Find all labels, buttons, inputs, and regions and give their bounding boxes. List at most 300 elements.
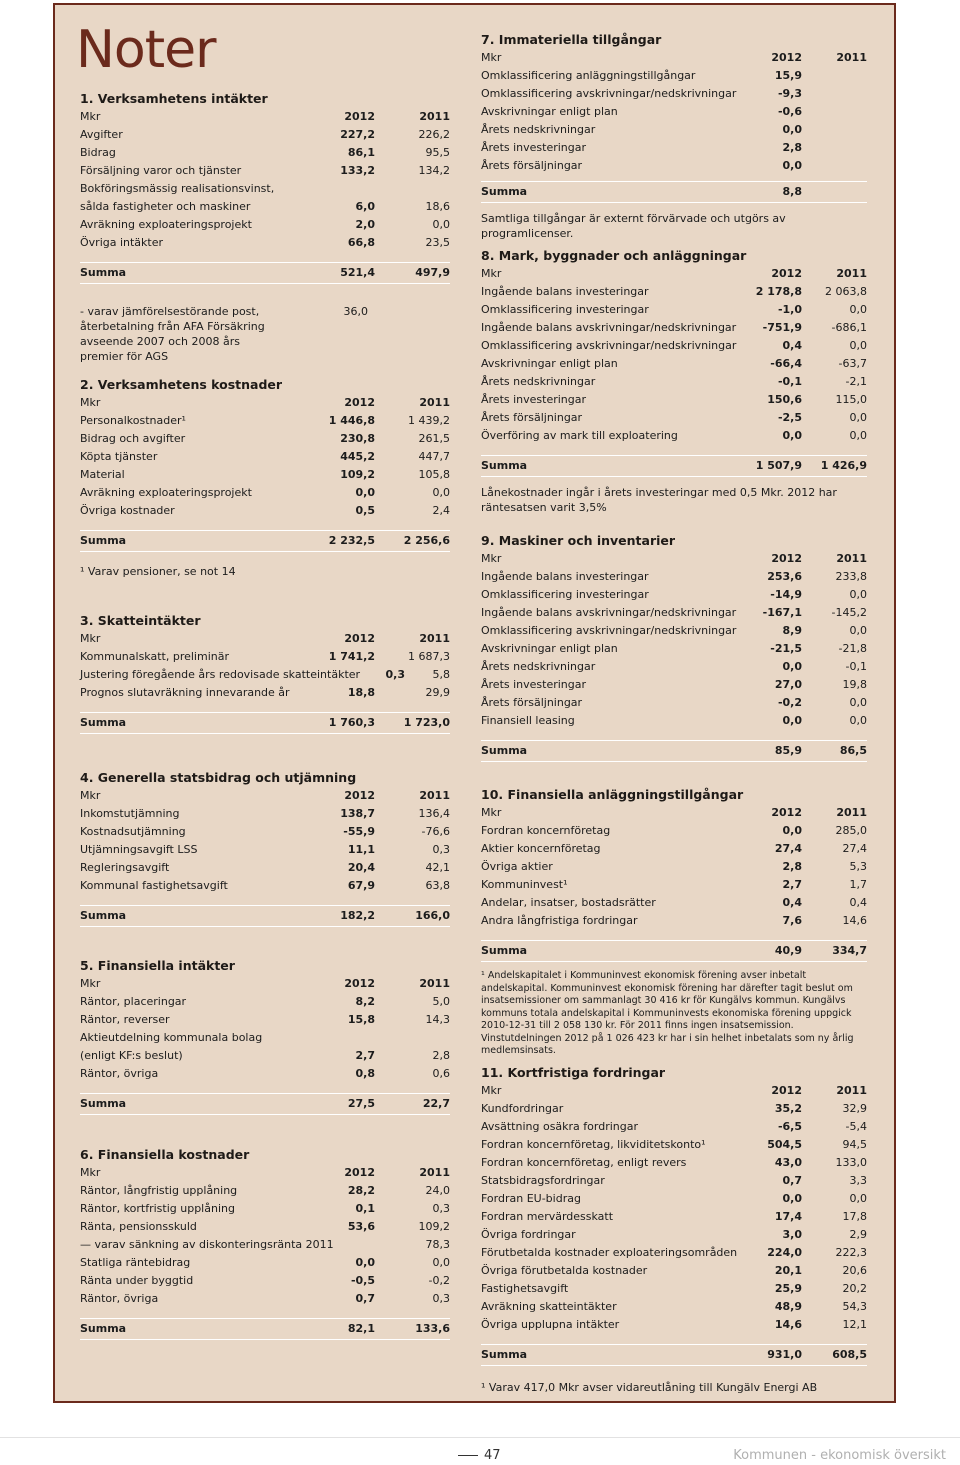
value-2011: 2,9 (849, 1228, 867, 1241)
value-2012: 2012 (771, 51, 802, 64)
summa-row (80, 262, 450, 284)
table-row (481, 1226, 867, 1244)
value-2012: 0,0 (782, 1192, 802, 1205)
row-label: Fordran koncernföretag, enligt revers (481, 1156, 687, 1169)
value-2012: 2012 (344, 110, 375, 123)
value-2011: 222,3 (835, 1246, 867, 1259)
value-2011: 133,0 (835, 1156, 867, 1169)
value-2012: 35,2 (774, 1102, 802, 1115)
table-header-row (80, 787, 450, 805)
value-2011: 0,6 (432, 1067, 450, 1080)
value-2012: 2,7 (782, 878, 802, 891)
row-label: Ränta, pensionsskuld (80, 1220, 197, 1233)
value-2011: 285,0 (835, 824, 867, 837)
summa-row (80, 1093, 450, 1115)
value-2012: 2,7 (355, 1049, 375, 1062)
value-2011: 334,7 (832, 944, 867, 957)
table-row (80, 805, 450, 823)
row-label: Mkr (80, 977, 101, 990)
row-label: Kommunal fastighetsavgift (80, 879, 228, 892)
value-2012: 2 232,5 (328, 534, 375, 547)
value-2012: 0,4 (782, 339, 802, 352)
table-row (80, 859, 450, 877)
table-row (481, 139, 867, 157)
table-row (481, 840, 867, 858)
note-title: 4. Generella statsbidrag och utjämning (80, 770, 357, 785)
value-2011: 2011 (836, 51, 867, 64)
table-row (481, 822, 867, 840)
table-row (80, 126, 450, 144)
value-2012: -21,5 (770, 642, 802, 655)
value-2012: 27,4 (774, 842, 802, 855)
value-2012: 2 178,8 (755, 285, 802, 298)
row-label: Årets investeringar (481, 393, 587, 406)
value-2011: 608,5 (832, 1348, 867, 1361)
value-2012: -751,9 (762, 321, 802, 334)
value-2011: 12,1 (842, 1318, 867, 1331)
note-title: 3. Skatteintäkter (80, 613, 201, 628)
value-2011: 0,0 (849, 339, 867, 352)
table-row (481, 1118, 867, 1136)
value-2011: -76,6 (421, 825, 450, 838)
value-2011: 0,3 (432, 1292, 450, 1305)
row-label: Regleringsavgift (80, 861, 170, 874)
row-label: Mkr (481, 806, 502, 819)
table-row (481, 1316, 867, 1334)
row-label: Övriga upplupna intäkter (481, 1318, 620, 1331)
table-row (481, 355, 867, 373)
row-label: Summa (80, 534, 127, 547)
row-label: Mkr (80, 632, 101, 645)
value-2012: 7,6 (782, 914, 802, 927)
value-2012: 1 760,3 (328, 716, 375, 729)
value-2012 (334, 1236, 392, 1254)
value-2012: 20,4 (347, 861, 375, 874)
note-title: 11. Kortfristiga fordringar (481, 1065, 666, 1080)
value-2011: 20,6 (842, 1264, 867, 1277)
value-2011: 2011 (419, 789, 450, 802)
row-label: Omklassificering avskrivningar/nedskrivningar (481, 624, 737, 637)
value-2012 (300, 1029, 375, 1047)
table-row (481, 586, 867, 604)
value-2011 (375, 1029, 450, 1047)
row-label: Årets försäljningar (481, 159, 583, 172)
value-2012: -1,0 (777, 303, 802, 316)
value-2011: 2,8 (432, 1049, 450, 1062)
value-2012: 2012 (344, 632, 375, 645)
value-2011: 1 439,2 (408, 414, 450, 427)
page-number-text: 47 (484, 1448, 501, 1463)
value-2012: 253,6 (767, 570, 802, 583)
row-label: Prognos slutavräkning innevarande år (80, 686, 290, 699)
value-2011: -0,1 (845, 660, 867, 673)
note-title: 6. Finansiella kostnader (80, 1147, 250, 1162)
row-label: Omklassificering investeringar (481, 588, 649, 601)
row-label: Mkr (481, 51, 502, 64)
row-label: Avräkning exploateringsprojekt (80, 218, 252, 231)
value-2012: 0,0 (355, 486, 375, 499)
table-row (80, 484, 450, 502)
table-header-row (481, 265, 867, 283)
value-2011: -2,1 (845, 375, 867, 388)
table-row (481, 337, 867, 355)
row-label: Övriga intäkter (80, 236, 164, 249)
value-2012: 66,8 (347, 236, 375, 249)
table-header-row (481, 804, 867, 822)
value-2011: 95,5 (425, 146, 450, 159)
table-row (80, 1047, 450, 1065)
table-row (481, 373, 867, 391)
value-2011: 0,0 (849, 714, 867, 727)
value-2011 (802, 182, 867, 202)
row-label: Avskrivningar enligt plan (481, 357, 618, 370)
table-row (80, 180, 450, 198)
row-label: Avräkning skatteintäkter (481, 1300, 617, 1313)
table-row (481, 1244, 867, 1262)
row-label: Räntor, övriga (80, 1292, 159, 1305)
value-2011: 233,8 (835, 570, 867, 583)
row-label: Statsbidragsfordringar (481, 1174, 605, 1187)
value-2012: 28,2 (347, 1184, 375, 1197)
value-2011: -145,2 (831, 606, 867, 619)
right-column (481, 0, 867, 1400)
row-label: Fordran EU-bidrag (481, 1192, 581, 1205)
table-row (80, 684, 450, 702)
value-2011: 1 687,3 (408, 650, 450, 663)
table-row (80, 1236, 450, 1254)
value-2011: -63,7 (838, 357, 867, 370)
table-row (481, 1298, 867, 1316)
row-label: Summa (80, 1097, 127, 1110)
table-row (80, 1254, 450, 1272)
table-row (481, 1262, 867, 1280)
value-2011: 2 063,8 (825, 285, 867, 298)
value-2011: 20,2 (842, 1282, 867, 1295)
footnote: ¹ Varav pensioner, se not 14 (80, 565, 236, 578)
value-2012: 2012 (771, 1084, 802, 1097)
row-label: Material (80, 468, 125, 481)
table-row (481, 876, 867, 894)
value-2012: 2012 (344, 396, 375, 409)
value-2012: 230,8 (340, 432, 375, 445)
table-row (481, 658, 867, 676)
value-2012: 445,2 (340, 450, 375, 463)
row-label: Övriga aktier (481, 860, 553, 873)
footnote: Samtliga tillgångar är externt förvärvade och utgörs av programlicenser. (481, 212, 786, 240)
table-row (80, 1290, 450, 1308)
footer-rule (0, 1437, 960, 1438)
row-label: Mkr (80, 110, 101, 123)
value-2011: 0,0 (849, 588, 867, 601)
note-4 (80, 769, 450, 927)
value-2011: -21,8 (838, 642, 867, 655)
table-row (481, 894, 867, 912)
summa-row (80, 530, 450, 552)
value-2011 (802, 67, 867, 85)
value-2012: -55,9 (343, 825, 375, 838)
value-2012: -6,5 (777, 1120, 802, 1133)
value-2011: 29,9 (425, 686, 450, 699)
row-label: Omklassificering investeringar (481, 303, 649, 316)
table-row (481, 640, 867, 658)
left-column (80, 0, 450, 1400)
table-row (80, 1272, 450, 1290)
row-label: Summa (481, 944, 528, 957)
table-header-row (80, 975, 450, 993)
note-6 (80, 1146, 450, 1340)
table-row (481, 301, 867, 319)
summa-row (80, 712, 450, 734)
row-label: Mkr (80, 396, 101, 409)
row-label: Avskrivningar enligt plan (481, 105, 618, 118)
value-2011: 32,9 (842, 1102, 867, 1115)
table-row (80, 466, 450, 484)
value-2011: 2011 (419, 632, 450, 645)
value-2012: -9,3 (777, 87, 802, 100)
value-2012: 227,2 (340, 128, 375, 141)
summa-row (80, 1318, 450, 1340)
table-row (80, 502, 450, 520)
value-2011: 105,8 (418, 468, 450, 481)
note-10 (481, 786, 867, 1058)
table-row (80, 993, 450, 1011)
table-row (481, 67, 867, 85)
row-label: Ingående balans investeringar (481, 285, 649, 298)
table-row (481, 1172, 867, 1190)
footnote: ¹ Andelskapitalet i Kommuninvest ekonomisk förening avser inbetalt andelskapital. Kommuninvest ekonomisk förening har därefter tagit beslut om insatsemissioner om sammanlagt 30 416 kr för Kungälvs kommun. Kungälvs kommuns totala andelskapital i Kommuninvests ekonomiska förening uppgick 2010-12-31 till 2 058 130 kr. För 2011 finns ingen insatsemission. Vinstutdelningen 2012 på 1 026 423 kr har i sin helhet inbetalats som ny årlig medlemsinsats. (481, 970, 854, 1056)
table-row (80, 216, 450, 234)
note-title: 10. Finansiella anläggningstillgångar (481, 787, 744, 802)
value-2012: 2012 (344, 977, 375, 990)
row-label: Personalkostnader¹ (80, 414, 186, 427)
table-row (481, 157, 867, 175)
value-2012: 15,8 (347, 1013, 375, 1026)
row-label: Bokföringsmässig realisationsvinst, (80, 182, 275, 195)
row-label: Årets investeringar (481, 141, 587, 154)
value-2012: 150,6 (767, 393, 802, 406)
value-2011: 3,3 (849, 1174, 867, 1187)
note-text: - varav jämförelsestörande post, återbetalning från AFA Försäkring avseende 2007 och 2008 års premier för AGS (80, 305, 265, 363)
value-2012: 15,9 (774, 69, 802, 82)
table-row (80, 1011, 450, 1029)
row-label: Kommunalskatt, preliminär (80, 650, 229, 663)
value-2011: 261,5 (418, 432, 450, 445)
value-2011: 133,6 (415, 1322, 450, 1335)
row-label: Räntor, placeringar (80, 995, 187, 1008)
row-label: Årets investeringar (481, 678, 587, 691)
value-2011: 2011 (836, 806, 867, 819)
table-row (481, 1208, 867, 1226)
row-label: Summa (481, 185, 528, 198)
value-2011: 5,3 (849, 860, 867, 873)
row-label: Bidrag (80, 146, 116, 159)
page-number (458, 1448, 501, 1463)
note-8 (481, 247, 867, 515)
value-2011: 0,0 (849, 1192, 867, 1205)
value-2012: 85,9 (774, 744, 802, 757)
note-7 (481, 31, 867, 241)
row-label: Årets nedskrivningar (481, 123, 596, 136)
value-2011: 0,0 (849, 696, 867, 709)
value-2012: 0,0 (782, 660, 802, 673)
row-label: Årets nedskrivningar (481, 660, 596, 673)
value-2012 (300, 180, 375, 198)
value-2012: 2,8 (782, 141, 802, 154)
value-2012: 17,4 (774, 1210, 802, 1223)
table-row (80, 666, 450, 684)
value-2012: 2012 (771, 806, 802, 819)
value-2012: 1 741,2 (328, 650, 375, 663)
value-2012: 0,0 (355, 1256, 375, 1269)
value-2012: 0,1 (355, 1202, 375, 1215)
table-header-row (80, 1164, 450, 1182)
value-2011: 226,2 (418, 128, 450, 141)
summa-row (481, 740, 867, 762)
value-2012: 8,8 (782, 185, 802, 198)
value-2011: 2011 (419, 110, 450, 123)
value-2012: 18,8 (347, 686, 375, 699)
table-row (80, 1218, 450, 1236)
value-2011: 2011 (836, 267, 867, 280)
value-2011: 0,3 (432, 843, 450, 856)
table-header-row (481, 49, 867, 67)
value-2012: 0,8 (355, 1067, 375, 1080)
row-label: Aktieutdelning kommunala bolag (80, 1031, 263, 1044)
summa-row (481, 940, 867, 962)
table-row (481, 912, 867, 930)
value-2011: 0,0 (432, 1256, 450, 1269)
note-2 (80, 376, 450, 579)
value-2012: 43,0 (774, 1156, 802, 1169)
value-2011: 115,0 (835, 393, 867, 406)
note-title: 9. Maskiner och inventarier (481, 533, 676, 548)
value-2011: 5,0 (432, 995, 450, 1008)
row-label: Räntor, övriga (80, 1067, 159, 1080)
value-2011: 2,4 (432, 504, 450, 517)
value-2011: 166,0 (415, 909, 450, 922)
row-label: Avräkning exploateringsprojekt (80, 486, 252, 499)
value-2012: 3,0 (782, 1228, 802, 1241)
row-label: Ränta under byggtid (80, 1274, 194, 1287)
value-2011: 2011 (419, 977, 450, 990)
table-row (80, 1182, 450, 1200)
table-row (80, 234, 450, 252)
row-label: Avgifter (80, 128, 123, 141)
value-2012: -0,1 (777, 375, 802, 388)
note-1 (80, 90, 450, 364)
value-2011 (802, 85, 867, 103)
value-2012: 133,2 (340, 164, 375, 177)
note-9 (481, 532, 867, 762)
row-label: Omklassificering avskrivningar/nedskrivningar (481, 339, 737, 352)
value-2012: 2,0 (355, 218, 375, 231)
value-2011: 42,1 (425, 861, 450, 874)
row-label: — varav sänkning av diskonteringsränta 2011 (80, 1238, 334, 1251)
row-label: Fordran koncernföretag, likviditetskonto¹ (481, 1138, 706, 1151)
value-2011: 0,4 (849, 896, 867, 909)
value-2012: 182,2 (340, 909, 375, 922)
value-2011: 19,8 (842, 678, 867, 691)
summa-row (80, 905, 450, 927)
row-label: Statliga räntebidrag (80, 1256, 191, 1269)
value-2012: 0,0 (782, 123, 802, 136)
value-2012: 86,1 (347, 146, 375, 159)
table-row (80, 648, 450, 666)
value-2011: 78,3 (425, 1238, 450, 1251)
row-label: Mkr (80, 1166, 101, 1179)
value-2012: -66,4 (770, 357, 802, 370)
row-label: Fastighetsavgift (481, 1282, 569, 1295)
value-2011: 0,3 (432, 1202, 450, 1215)
row-label: Mkr (80, 789, 101, 802)
value-2011: 1,7 (849, 878, 867, 891)
value-2012: 2012 (771, 267, 802, 280)
value-2012: 1 446,8 (328, 414, 375, 427)
value-2012: -2,5 (777, 411, 802, 424)
value-2011: 23,5 (425, 236, 450, 249)
value-2012: 8,9 (782, 624, 802, 637)
row-label: Summa (481, 1348, 528, 1361)
value-2011: 109,2 (418, 1220, 450, 1233)
row-label: Ingående balans investeringar (481, 570, 649, 583)
table-header-row (80, 108, 450, 126)
row-label: Årets nedskrivningar (481, 375, 596, 388)
row-label: Justering föregående års redovisade skatteintäkter (80, 668, 361, 681)
value-2012: 40,9 (774, 944, 802, 957)
value-2012: 109,2 (340, 468, 375, 481)
value-2012: 0,7 (355, 1292, 375, 1305)
table-row (80, 430, 450, 448)
row-label: Årets försäljningar (481, 411, 583, 424)
value-2012: 25,9 (774, 1282, 802, 1295)
value-2012: 2,8 (782, 860, 802, 873)
value-2011: 22,7 (422, 1097, 450, 1110)
row-label: Andelar, insatser, bostadsrätter (481, 896, 656, 909)
row-label: Avskrivningar enligt plan (481, 642, 618, 655)
value-2011: -5,4 (845, 1120, 867, 1133)
row-label: Mkr (481, 267, 502, 280)
row-label: Summa (481, 459, 528, 472)
value-2012: -0,6 (777, 105, 802, 118)
table-row (481, 1136, 867, 1154)
row-label: Räntor, kortfristig upplåning (80, 1202, 235, 1215)
value-2012: 27,0 (774, 678, 802, 691)
row-label: Köpta tjänster (80, 450, 158, 463)
row-label: Omklassificering anläggningstillgångar (481, 69, 696, 82)
value-2011: 2011 (836, 552, 867, 565)
row-label: Summa (80, 266, 127, 279)
value-2011: 134,2 (418, 164, 450, 177)
row-label: Bidrag och avgifter (80, 432, 186, 445)
value-2011: 5,8 (432, 668, 450, 681)
table-row (481, 391, 867, 409)
value-2011 (802, 139, 867, 157)
value-2012: 0,7 (782, 1174, 802, 1187)
table-row (481, 409, 867, 427)
row-label: sålda fastigheter och maskiner (80, 200, 251, 213)
row-label: Utjämningsavgift LSS (80, 843, 198, 856)
table-row (80, 1065, 450, 1083)
table-row (481, 604, 867, 622)
table-row (481, 85, 867, 103)
row-label: Summa (80, 909, 127, 922)
value-2011: 2011 (419, 396, 450, 409)
value-2011 (802, 157, 867, 175)
note-title: 7. Immateriella tillgångar (481, 32, 662, 47)
table-row (481, 121, 867, 139)
table-row (481, 568, 867, 586)
footnote: ¹ Varav 417,0 Mkr avser vidareutlåning till Kungälv Energi AB (481, 1381, 818, 1394)
